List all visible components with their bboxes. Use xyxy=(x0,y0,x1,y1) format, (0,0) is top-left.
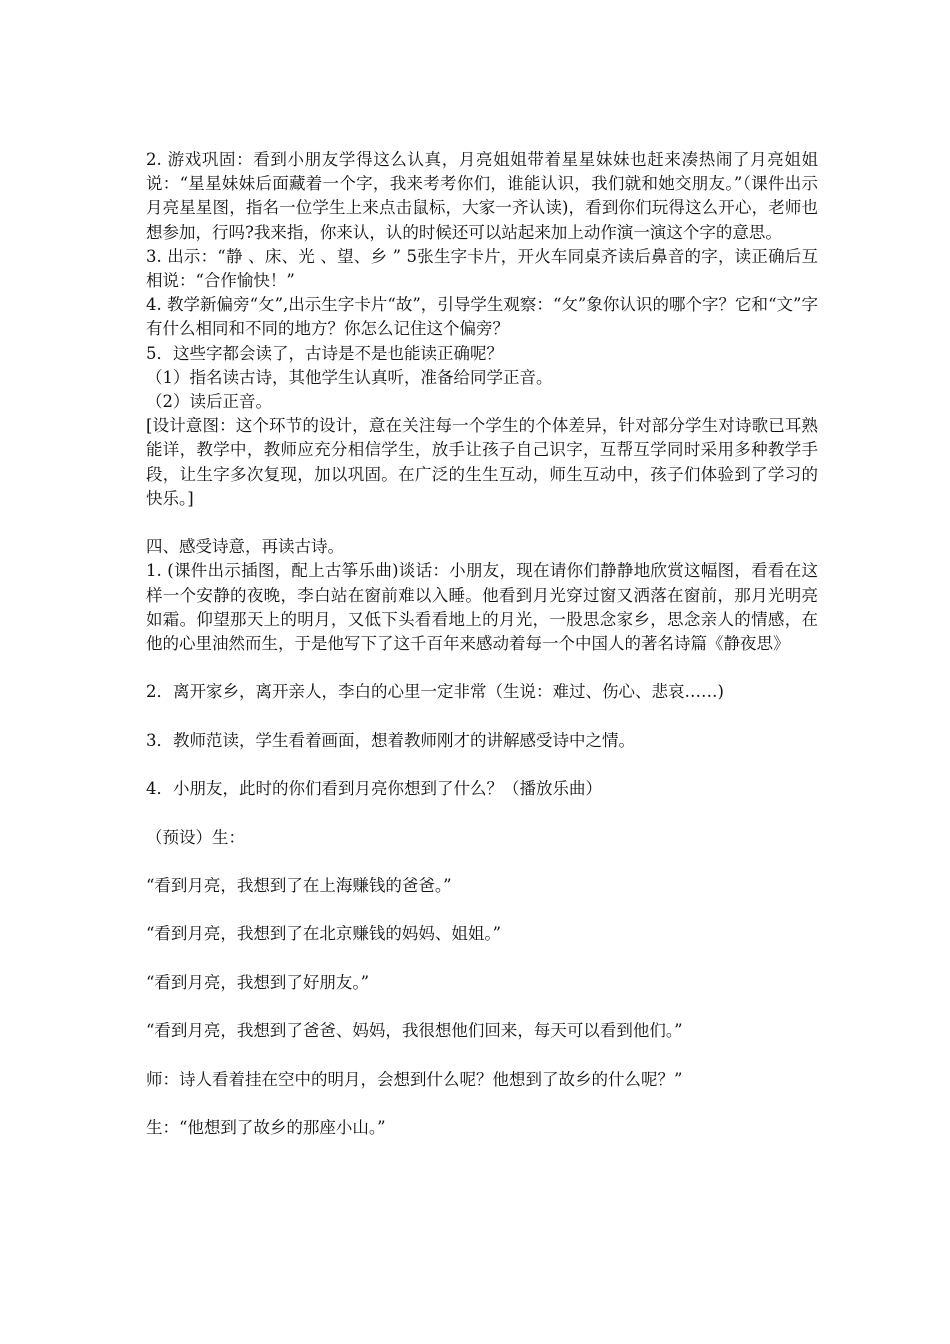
design-intent-note: [设计意图：这个环节的设计，意在关注每一个学生的个体差异，针对部分学生对诗歌已耳熟能详，教学中，教师应充分相信学生，放手让孩子自己识字，互帮互学同时采用多种教学手段，让生字多次复现，加以巩固。在广泛的生生互动，师生互动中，孩子们体验到了学习的快乐。] xyxy=(146,416,818,508)
subitem-1: （1）指名读古诗，其他学生认真听，准备给同学正音。 xyxy=(146,367,553,387)
section-4-item-1: 1. (课件出示插图，配上古筝乐曲)谈话：小朋友，现在请你们静静地欣赏这幅图，看看在这样一个安静的夜晚，李白站在窗前难以入睡。他看到月光穿过窗又洒落在窗前，那月光明亮如霜。仰望那天上的明月，又低下头看看地上的月光，一股思念家乡，思念亲人的情感，在他的心里油然而生，于是他写下了这千百年来感动着每一个中国人的著名诗篇《静夜思》 xyxy=(146,561,818,654)
response-3: “看到月亮，我想到了好朋友。” xyxy=(146,972,370,992)
student-answer: 生：“他想到了故乡的那座小山。” xyxy=(146,1117,386,1137)
section-4-item-2: 2．离开家乡，离开亲人，李白的心里一定非常（生说：难过、伤心、悲哀……) xyxy=(146,682,724,702)
item-3-cards: 3. 出示：“静 、床、光 、望、乡 ” 5张生字卡片，开火车同桌齐读后鼻音的字，读正确后互相说：“合作愉快！” xyxy=(146,246,818,291)
response-4: “看到月亮，我想到了爸爸、妈妈，我很想他们回来，每天可以看到他们。” xyxy=(146,1021,683,1041)
section-4-item-4: 4．小朋友，此时的你们看到月亮你想到了什么？（播放乐曲） xyxy=(146,779,602,799)
response-1: “看到月亮，我想到了在上海赚钱的爸爸。” xyxy=(146,876,452,895)
item-4-radical: 4. 教学新偏旁“攵”,出示生字卡片“故”，引导学生观察：“攵”象你认识的哪个字？它和“文”字有什么相同和不同的地方？你怎么记住这个偏旁？ xyxy=(146,295,818,339)
section-4-item-3: 3．教师范读，学生看着画面，想着教师刚才的讲解感受诗中之情。 xyxy=(146,730,635,750)
teacher-question: 师：诗人看着挂在空中的明月，会想到什么呢？他想到了故乡的什么呢？” xyxy=(146,1069,683,1089)
document-page xyxy=(146,148,818,1140)
item-5-read-poem: 5．这些字都会读了，古诗是不是也能读正确呢？ xyxy=(146,343,503,363)
blank-line xyxy=(146,511,818,535)
section-4-heading: 四、感受诗意，再读古诗。 xyxy=(146,537,344,557)
subitem-2: （2）读后正音。 xyxy=(146,392,272,412)
response-2: “看到月亮，我想到了在北京赚钱的妈妈、姐姐。” xyxy=(146,924,502,944)
preset-label: （预设）生： xyxy=(146,827,245,847)
item-2-game: 2. 游戏巩固：看到小朋友学得这么认真，月亮姐姐带着星星妹妹也赶来凑热闹了月亮姐姐说：“星星妹妹后面藏着一个字，我来考考你们，谁能认识，我们就和她交朋友。”（课件出示月亮星星图，指名一位学生上来点击鼠标，大家一齐认读)，看到你们玩得这么开心，老师也想参加，行吗?我来指，你来认，认的时候还可以站起来加上动作演一演这个字的意思。 xyxy=(146,150,818,242)
